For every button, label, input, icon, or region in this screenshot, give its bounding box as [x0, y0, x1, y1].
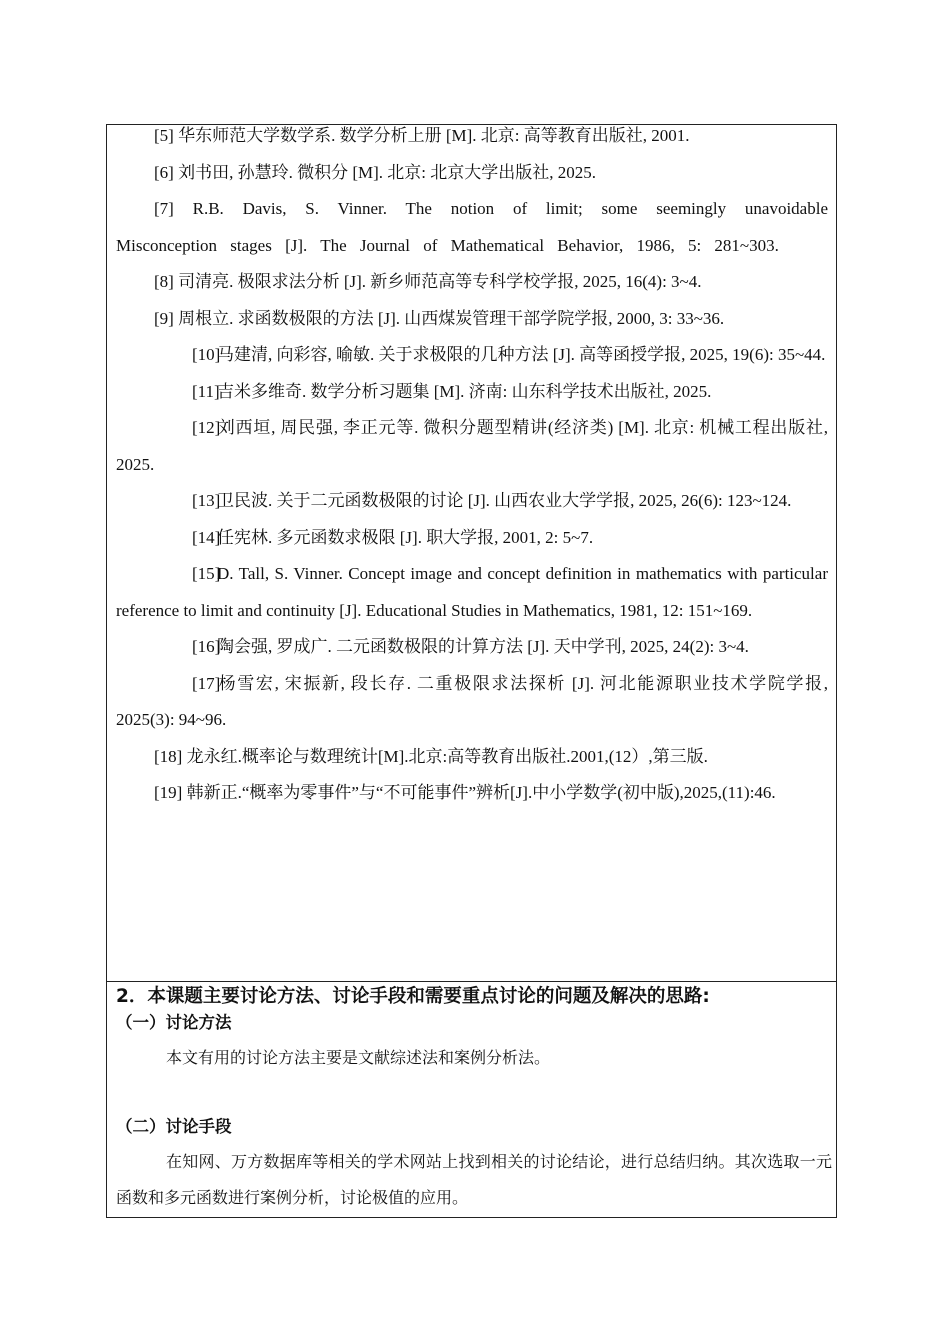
reference-number: [17]	[192, 673, 221, 693]
reference-item	[116, 155, 828, 192]
reference-item	[116, 520, 828, 557]
reference-number: [15]	[192, 564, 221, 583]
reference-text: R.B. Davis, S. Vinner. The notion of limit; some seemingly unavoidable Misconception stages [J]. The Journal of Mathematical Behavior, 1986, 5: 281~303.	[116, 199, 828, 255]
reference-text: 吉米多维奇. 数学分析习题集 [M]. 济南: 山东科学技术出版社, 2025.	[217, 381, 712, 401]
section-2	[116, 984, 832, 1216]
reference-text: 刘西垣, 周民强, 李正元等. 微积分题型精讲(经济类) [M]. 北京: 机械工程出版社, 2025.	[116, 418, 828, 474]
reference-item	[116, 191, 828, 264]
reference-text: 华东师范大学数学系. 数学分析上册 [M]. 北京: 高等教育出版社, 2001.	[178, 126, 690, 145]
reference-text: 韩新正.“概率为零事件”与“不可能事件”辨析[J].中小学数学(初中版),2025,(11):46.	[186, 783, 776, 802]
reference-item	[116, 483, 828, 520]
means-paragraph: 在知网、万方数据库等相关的学术网站上找到相关的讨论结论，进行总结归纳。其次选取一元函数和多元函数进行案例分析，讨论极值的应用。	[116, 1152, 832, 1207]
reference-item	[116, 410, 828, 483]
reference-item	[116, 775, 828, 812]
reference-text: 杨雪宏, 宋振新, 段长存. 二重极限求法探析 [J]. 河北能源职业技术学院学报, 2025(3): 94~96.	[116, 673, 828, 729]
reference-text: 司清亮. 极限求法分析 [J]. 新乡师范高等专科学校学报, 2025, 16(4): 3~4.	[178, 272, 702, 291]
reference-item	[116, 666, 828, 739]
reference-item	[116, 374, 828, 411]
reference-text: 龙永红.概率论与数理统计[M].北京:高等教育出版社.2001,(12）,第三版.	[186, 746, 708, 766]
methods-paragraph: 本文有用的讨论方法主要是文献综述法和案例分析法。	[166, 1048, 551, 1067]
spacer	[116, 1076, 832, 1114]
reference-text: 周根立. 求函数极限的方法 [J]. 山西煤炭管理干部学院学报, 2000, 3: 33~36.	[178, 308, 725, 328]
reference-item	[116, 118, 828, 155]
reference-number: [13]	[192, 491, 221, 510]
reference-list	[116, 118, 828, 812]
reference-item	[116, 556, 828, 629]
reference-item	[116, 337, 828, 374]
row-divider	[106, 981, 837, 982]
reference-number: [12]	[192, 418, 221, 437]
reference-text: 任宪林. 多元函数求极限 [J]. 职大学报, 2001, 2: 5~7.	[217, 527, 594, 547]
reference-item	[116, 739, 828, 776]
reference-number: [16]	[192, 637, 221, 656]
reference-number: [14]	[192, 527, 221, 547]
reference-number: [19]	[154, 783, 183, 802]
reference-number: [18]	[154, 746, 183, 766]
reference-number: [9]	[154, 308, 174, 328]
reference-number: [8]	[154, 272, 174, 291]
subsection-title-methods: （一）讨论方法	[116, 1013, 232, 1032]
reference-text: D. Tall, S. Vinner. Concept image and concept definition in mathematics with particular reference to limit and continuity [J]. Educational Studies in Mathematics, 1981, 12: 151~169.	[116, 564, 828, 620]
subsection-title-means: （二）讨论手段	[116, 1117, 232, 1136]
reference-number: [10]	[192, 345, 221, 364]
reference-number: [7]	[154, 199, 174, 218]
reference-item	[116, 629, 828, 666]
reference-number: [5]	[154, 126, 174, 145]
reference-number: [6]	[154, 162, 174, 182]
reference-text: 陶会强, 罗成广. 二元函数极限的计算方法 [J]. 天中学刊, 2025, 24(2): 3~4.	[217, 637, 749, 656]
reference-item	[116, 301, 828, 338]
reference-text: 刘书田, 孙慧玲. 微积分 [M]. 北京: 北京大学出版社, 2025.	[178, 162, 596, 182]
reference-item	[116, 264, 828, 301]
reference-text: 马建清, 向彩容, 喻敏. 关于求极限的几种方法 [J]. 高等函授学报, 2025, 19(6): 35~44.	[217, 345, 826, 364]
reference-text: 卫民波. 关于二元函数极限的讨论 [J]. 山西农业大学学报, 2025, 26(6): 123~124.	[217, 491, 792, 510]
section-title: 2．本课题主要讨论方法、讨论手段和需要重点讨论的问题及解决的思路:	[116, 986, 710, 1007]
reference-number: [11]	[192, 381, 220, 401]
